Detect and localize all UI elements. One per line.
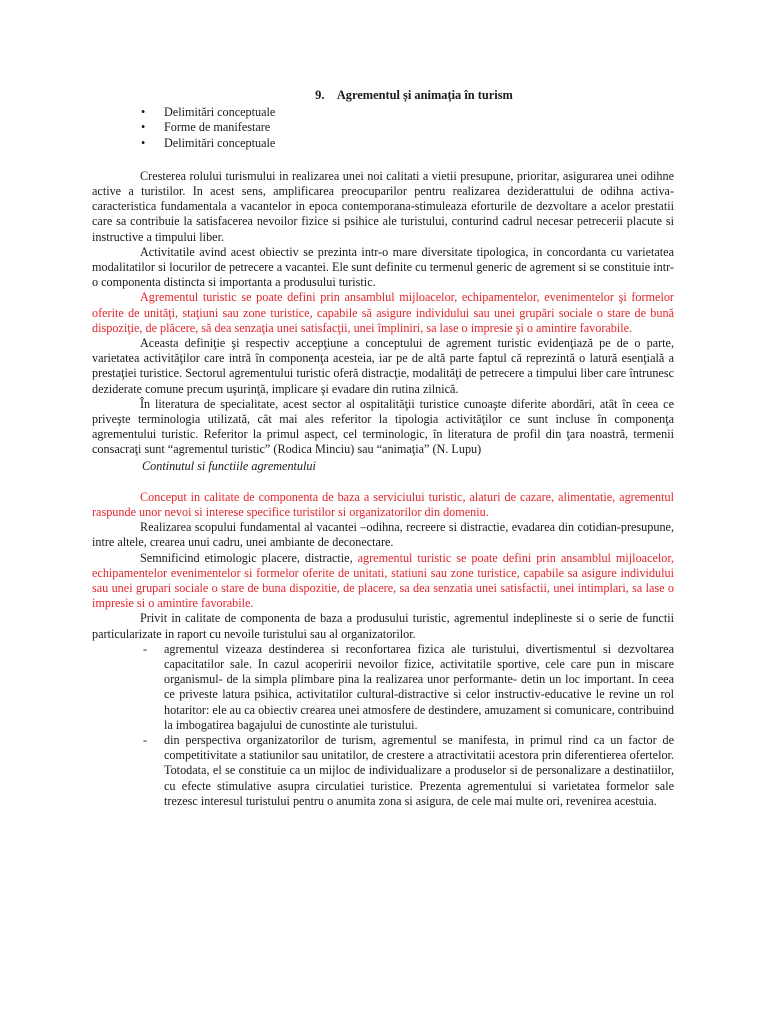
topic-item (92, 105, 674, 120)
bullet-icon: • (141, 120, 146, 135)
paragraph-diversitate: Activitatile avind acest obiectiv se prezinta intr-o mare diversitate tipologica, in concordanta cu varietatea modalitatilor si locurilor de petrecere a vacantei. Ele sunt definite cu termenul generic de agrement si se constituie intr-o componenta distincta si importanta a produsului turistic. (92, 244, 674, 290)
topic-label: Delimitări conceptuale (164, 105, 276, 120)
chapter-title: Agrementul și animația în turism (336, 88, 513, 102)
bullet-icon: • (141, 105, 146, 120)
dash-bullet-icon: - (143, 733, 148, 748)
topic-label: Forme de manifestare (164, 120, 271, 135)
chapter-number: 9. (315, 88, 325, 102)
document-page (92, 88, 674, 809)
section-subheading: Continutul si functiile agrementului (142, 458, 316, 473)
paragraph-etimologie (92, 551, 674, 612)
paragraph-etimologie-start: Semnificind etimologic placere, distractie, (140, 550, 358, 565)
topic-label: Delimitări conceptuale (164, 135, 276, 150)
list-item (92, 733, 674, 809)
paragraph-etimologie-definitie: agrementul turistic se poate defini prin ansamblul mijloacelor, echipamentelor evenimentelor si formelor oferite de unitati, statiuni sau zone turistice, capabile sa asigure individului sau unei grupari sociale o stare de buna dispozitie, de placere, sa dea senzatia unei satisfactii, unei intimplari, sa lase o impresie si o amintire favorabile. (92, 550, 674, 611)
list-item-text: din perspectiva organizatorilor de turism, agrementul se manifesta, in primul rind ca un factor de competitivitate a statiunilor sau unitatilor, de crestere a atractivitatii acestora prin diferentierea ofertelor. Totodata, el se constituie ca un mijloc de individualizare a produselor si de personalizare a destinatiilor, cu efecte stimulative asupra circulatiei turistice. Prezenta agrementului si varietatea formelor sale trezesc interesul turistului pentru o anumita zona si asigura, de cele mai multe ori, revenirea acestuia. (164, 733, 674, 808)
paragraph-scop-vacanta: Realizarea scopului fundamental al vacantei –odihna, recreere si distractie, evadarea din cotidian-presupune, intre altele, crearea unui cadru, unei ambiante de deconectare. (92, 520, 674, 550)
paragraph-conceput: Conceput in calitate de componenta de baza a serviciului turistic, alaturi de cazare, alimentatie, agrementul raspunde unor nevoi si interese specifice turistilor si organizatorilor din domeniu. (92, 489, 674, 520)
paragraph-functii: Privit in calitate de componenta de baza a produsului turistic, agrementul indeplineste si o serie de functii particularizate in raport cu nevoile turistului sau al organizatorilor. (92, 611, 674, 641)
topic-item (92, 136, 674, 151)
paragraph-acceptiune: Aceasta definiţie şi respectiv accepţiune a conceptului de agrement turistic evidenţiază pe de o parte, varietatea activităţilor care intră în componenţa acesteia, iar pe de altă parte faptul că reprezintă o latură esenţială a prestaţiei turistice. Sectorul agrementului turistic oferă distracţie, modalităţi de petrecere a timpului liber care întrunesc deziderate comune precum uşurinţă, implicare şi evadare din rutina zilnică. (92, 336, 674, 396)
functions-list (92, 642, 674, 809)
paragraph-odihna-activa: Cresterea rolului turismului in realizarea unei noi calitati a vietii presupune, prioritar, asigurarea unei odihne active a turistilor. In acest sens, amplificarea preocuparilor pentru realizarea deziderattului de odihna activa-caracteristica fundamentala a vacantelor in epoca contemporana-stimuleaza eforturile de dezvoltare a acelor prestatii care sa contribuie la satisfacerea nevoilor fizice si psihice ale turistului, conturind cadrul necesar petrecerii placute si instructive a timpului liber. (92, 168, 674, 244)
dash-bullet-icon: - (143, 641, 148, 656)
topic-list (92, 105, 674, 151)
paragraph-definitie-agrement: Agrementul turistic se poate defini prin ansamblul mijloacelor, echipamentelor, evenimentelor şi formelor oferite de unităţi, staţiuni sau zone turistice, capabile să asigure individului sau unei grupări sociale o stare de bună dispoziţie, de plăcere, să dea senzaţia unei satisfacţii, unei împliniri, sa lase o impresie şi o amintire favorabile. (92, 290, 674, 335)
list-item (92, 642, 674, 733)
paragraph-literatura: În literatura de specialitate, acest sector al ospitalităţii turistice cunoaşte diferite abordări, atât în ceea ce priveşte terminologia utilizată, cât mai ales referitor la tipologia activităţilor ce sunt incluse în componenţa agrementului turistic. Referitor la primul aspect, cel terminologic, în literatura de profil din ţara noastră, termenii consacraţi sunt “agrementul turistic” (Rodica Minciu) sau “animaţia” (N. Lupu) (92, 396, 674, 457)
list-item-text: agrementul vizeaza destinderea si reconfortarea fizica ale turistului, divertismentul si dezvoltarea capacitatilor sale. In cazul acoperirii nevoilor fizice, activitatile sportive, cele care pun in miscare organismul- de la simpla plimbare pina la realizarea unor performante- detin un loc important. In ceea ce priveste latura psihica, activitatilor cultural-distractive si celor instructiv-educative le revine un rol hotaritor: ele au ca obiectiv crearea unei atmosfere de destindere, amuzament si comunicare, contribuind la imbogatirea bagajului de cunostinte ale turistului. (164, 641, 674, 732)
bullet-icon: • (141, 135, 146, 150)
topic-item (92, 120, 674, 135)
chapter-heading (154, 88, 674, 103)
